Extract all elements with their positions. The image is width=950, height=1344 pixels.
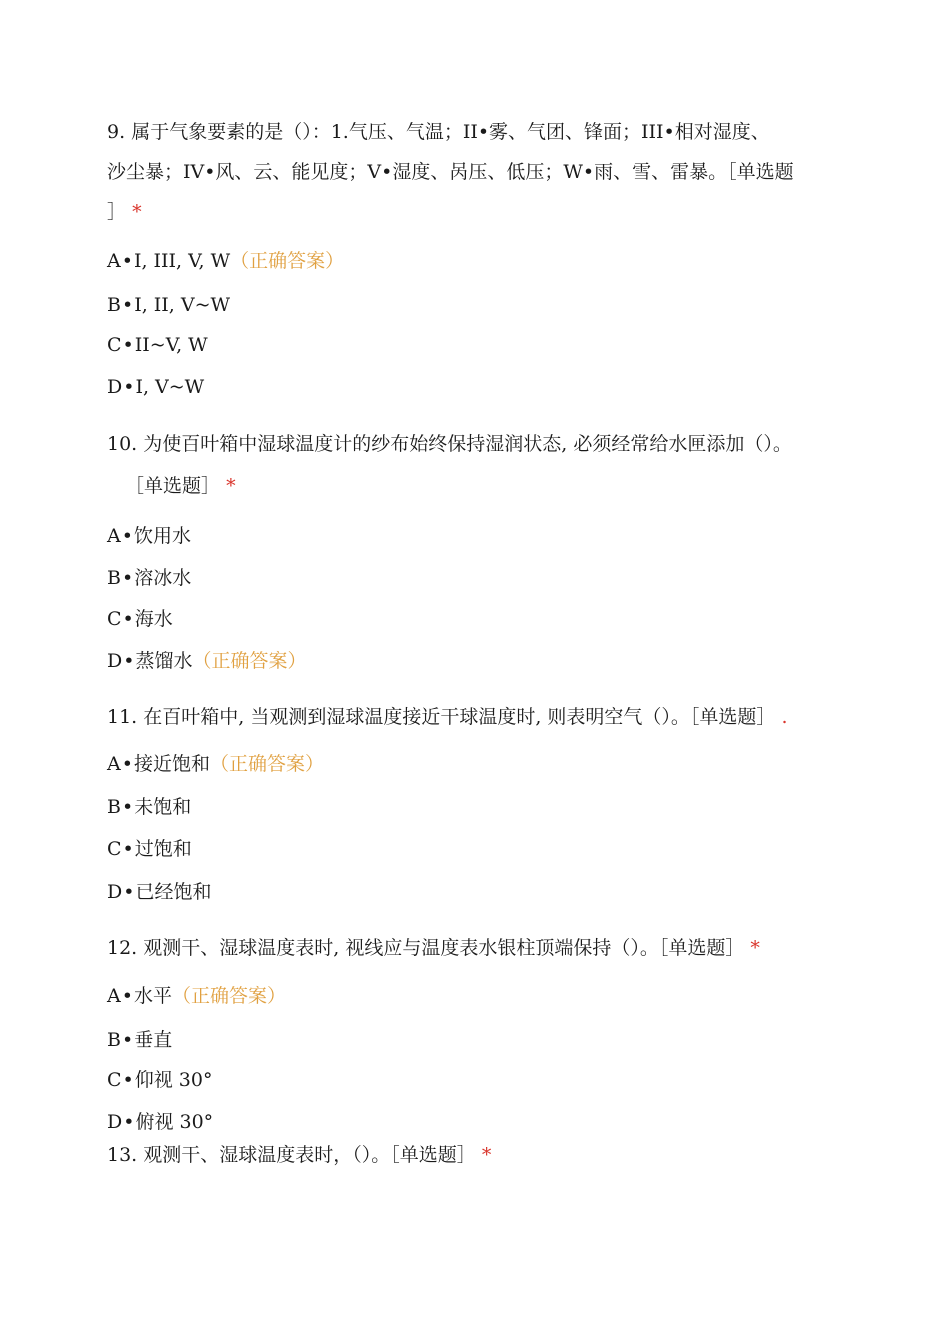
question-10-line-2 <box>125 474 236 498</box>
question-text: 在百叶箱中, 当观测到湿球温度接近干球温度时, 则表明空气（）。［单选题］ <box>143 706 776 728</box>
question-12-option-b[interactable] <box>107 1028 172 1052</box>
correct-answer-label: （正确答案） <box>209 753 324 775</box>
option-letter: B <box>107 567 121 589</box>
option-text: 俯视 30° <box>135 1111 214 1133</box>
option-text: 海水 <box>134 608 173 630</box>
option-letter: C <box>107 1069 122 1091</box>
option-text: 仰视 30° <box>134 1069 213 1091</box>
correct-answer-label: （正确答案） <box>192 650 307 672</box>
question-11-option-a[interactable] <box>107 752 324 776</box>
option-text: 已经饱和 <box>135 881 212 903</box>
question-10-line-1 <box>107 432 792 456</box>
option-bullet: • <box>123 650 135 672</box>
option-letter: A <box>107 753 121 775</box>
correct-answer-label: （正确答案） <box>171 985 286 1007</box>
option-bullet: • <box>121 294 134 316</box>
question-11-line-1 <box>107 705 788 729</box>
question-12-option-a[interactable] <box>107 984 286 1008</box>
option-bullet: • <box>121 985 133 1007</box>
option-bullet: • <box>122 608 134 630</box>
option-bullet: • <box>122 838 134 860</box>
option-bullet: • <box>121 567 134 589</box>
question-10-option-a[interactable] <box>107 524 191 548</box>
question-text: 观测干、湿球温度表时，（）。［单选题］ <box>143 1144 476 1166</box>
required-mark: . <box>781 706 788 728</box>
option-text: 饮用水 <box>133 525 191 547</box>
option-text: 水平 <box>133 985 172 1007</box>
option-text: I, III, V, W <box>133 250 231 272</box>
option-bullet: • <box>121 525 133 547</box>
option-text: 垂直 <box>134 1029 173 1051</box>
option-letter: D <box>107 376 123 398</box>
question-12-option-c[interactable] <box>107 1068 212 1092</box>
option-letter: A <box>107 250 121 272</box>
required-mark: * <box>226 475 236 497</box>
option-bullet: • <box>122 334 134 356</box>
question-12-option-d[interactable] <box>107 1110 213 1134</box>
question-11-option-b[interactable] <box>107 795 191 819</box>
option-text: 接近饱和 <box>133 753 210 775</box>
question-13-line-1 <box>107 1143 491 1167</box>
option-bullet: • <box>121 1029 134 1051</box>
question-10-option-b[interactable] <box>107 566 191 590</box>
option-bullet: • <box>123 881 135 903</box>
question-9-option-b[interactable] <box>107 293 230 317</box>
question-11-option-c[interactable] <box>107 837 192 861</box>
question-number: 10. <box>107 433 138 455</box>
question-number: 13. <box>107 1144 138 1166</box>
option-letter: D <box>107 650 123 672</box>
question-11-option-d[interactable] <box>107 880 211 904</box>
question-text: ［单选题］ <box>125 475 221 497</box>
option-letter: B <box>107 796 121 818</box>
option-bullet: • <box>123 376 135 398</box>
option-text: I, II, V~W <box>134 294 231 316</box>
required-mark: * <box>132 201 142 223</box>
option-bullet: • <box>123 1111 135 1133</box>
option-bullet: • <box>121 796 134 818</box>
option-text: 蒸馏水 <box>135 650 193 672</box>
option-letter: A <box>107 985 121 1007</box>
question-text: 属于气象要素的是（）：1.气压、气温；II•雾、气团、锋面；III•相对湿度、 <box>131 121 770 143</box>
option-letter: D <box>107 1111 123 1133</box>
option-letter: C <box>107 838 122 860</box>
question-10-option-d[interactable] <box>107 649 306 673</box>
question-9-line-2: 沙尘暴；IV•风、云、能见度；V•湿度、呙压、低压；W•雨、雪、雷暴。［单选题 <box>107 161 794 183</box>
question-text: 观测干、湿球温度表时, 视线应与温度表水银柱顶端保持（）。［单选题］ <box>143 937 745 959</box>
question-number: 12. <box>107 937 138 959</box>
option-letter: C <box>107 334 122 356</box>
question-10-option-c[interactable] <box>107 607 173 631</box>
correct-answer-label: （正确答案） <box>230 250 345 272</box>
question-12-line-1 <box>107 936 760 960</box>
option-text: II~V, W <box>134 334 208 356</box>
option-letter: D <box>107 881 123 903</box>
option-text: I, V~W <box>135 376 205 398</box>
question-9-option-a[interactable] <box>107 249 344 273</box>
option-letter: C <box>107 608 122 630</box>
question-9-line-1 <box>107 120 770 144</box>
option-letter: B <box>107 294 121 316</box>
option-letter: B <box>107 1029 121 1051</box>
required-mark: * <box>750 937 760 959</box>
option-text: 未饱和 <box>134 796 192 818</box>
question-9-line-3 <box>107 200 142 224</box>
option-text: 过饱和 <box>134 838 192 860</box>
question-number: 11. <box>107 706 138 728</box>
required-mark: * <box>481 1144 492 1166</box>
question-text: 为使百叶箱中湿球温度计的纱布始终保持湿润状态, 必须经常给水匣添加（）。 <box>143 433 792 455</box>
option-bullet: • <box>121 250 133 272</box>
question-9-option-c[interactable] <box>107 333 208 357</box>
option-bullet: • <box>122 1069 134 1091</box>
question-text: ］ <box>107 201 127 223</box>
question-9-option-d[interactable] <box>107 375 204 399</box>
option-letter: A <box>107 525 121 547</box>
question-number: 9. <box>107 121 126 143</box>
option-text: 溶冰水 <box>134 567 192 589</box>
option-bullet: • <box>121 753 133 775</box>
